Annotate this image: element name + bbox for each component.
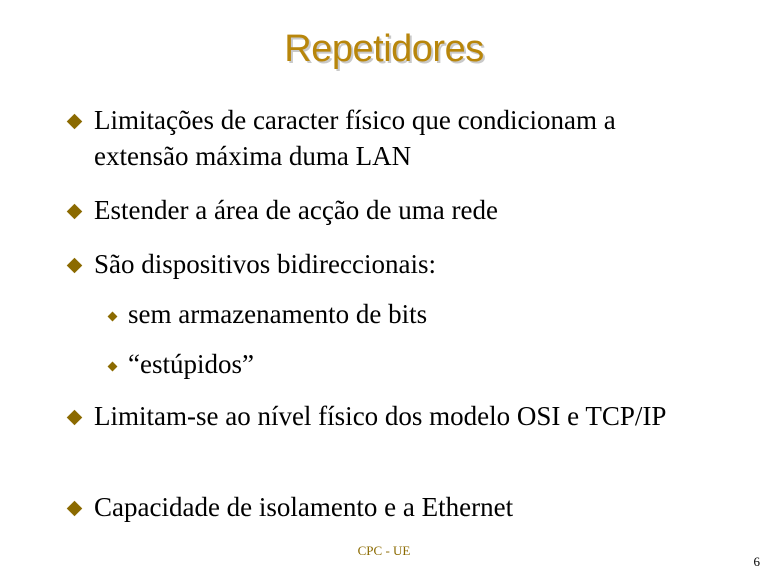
bullet-text: Estender a área de acção de uma rede bbox=[94, 195, 498, 225]
diamond-bullet-icon bbox=[67, 204, 83, 220]
slide-title: Repetidores bbox=[284, 28, 484, 70]
bullet-text: Limitam-se ao nível físico dos modelo OSI e TCP/IP bbox=[94, 401, 667, 431]
diamond-bullet-icon bbox=[67, 410, 83, 426]
bullet-text: Limitações de caracter físico que condicionam a extensão máxima duma LAN bbox=[94, 105, 616, 171]
bullet-item bbox=[94, 102, 714, 174]
bullet-text: São dispositivos bidireccionais: bbox=[94, 249, 436, 279]
diamond-bullet-icon bbox=[67, 501, 83, 517]
diamond-bullet-icon bbox=[67, 114, 83, 130]
bullet-item bbox=[94, 489, 714, 525]
small-diamond-bullet-icon bbox=[108, 362, 118, 372]
sub-bullet-text: “estúpidos” bbox=[128, 349, 254, 379]
bullet-item bbox=[94, 246, 714, 282]
sub-bullet-item bbox=[128, 296, 688, 332]
sub-bullet-text: sem armazenamento de bits bbox=[128, 299, 428, 329]
page-number: 6 bbox=[753, 554, 760, 569]
bullet-item bbox=[94, 192, 714, 228]
bullet-text: Capacidade de isolamento e a Ethernet bbox=[94, 492, 514, 522]
footer-text: CPC - UE bbox=[357, 543, 411, 558]
small-diamond-bullet-icon bbox=[108, 312, 118, 322]
sub-bullet-item bbox=[128, 346, 688, 382]
bullet-item bbox=[94, 398, 714, 434]
diamond-bullet-icon bbox=[67, 258, 83, 274]
